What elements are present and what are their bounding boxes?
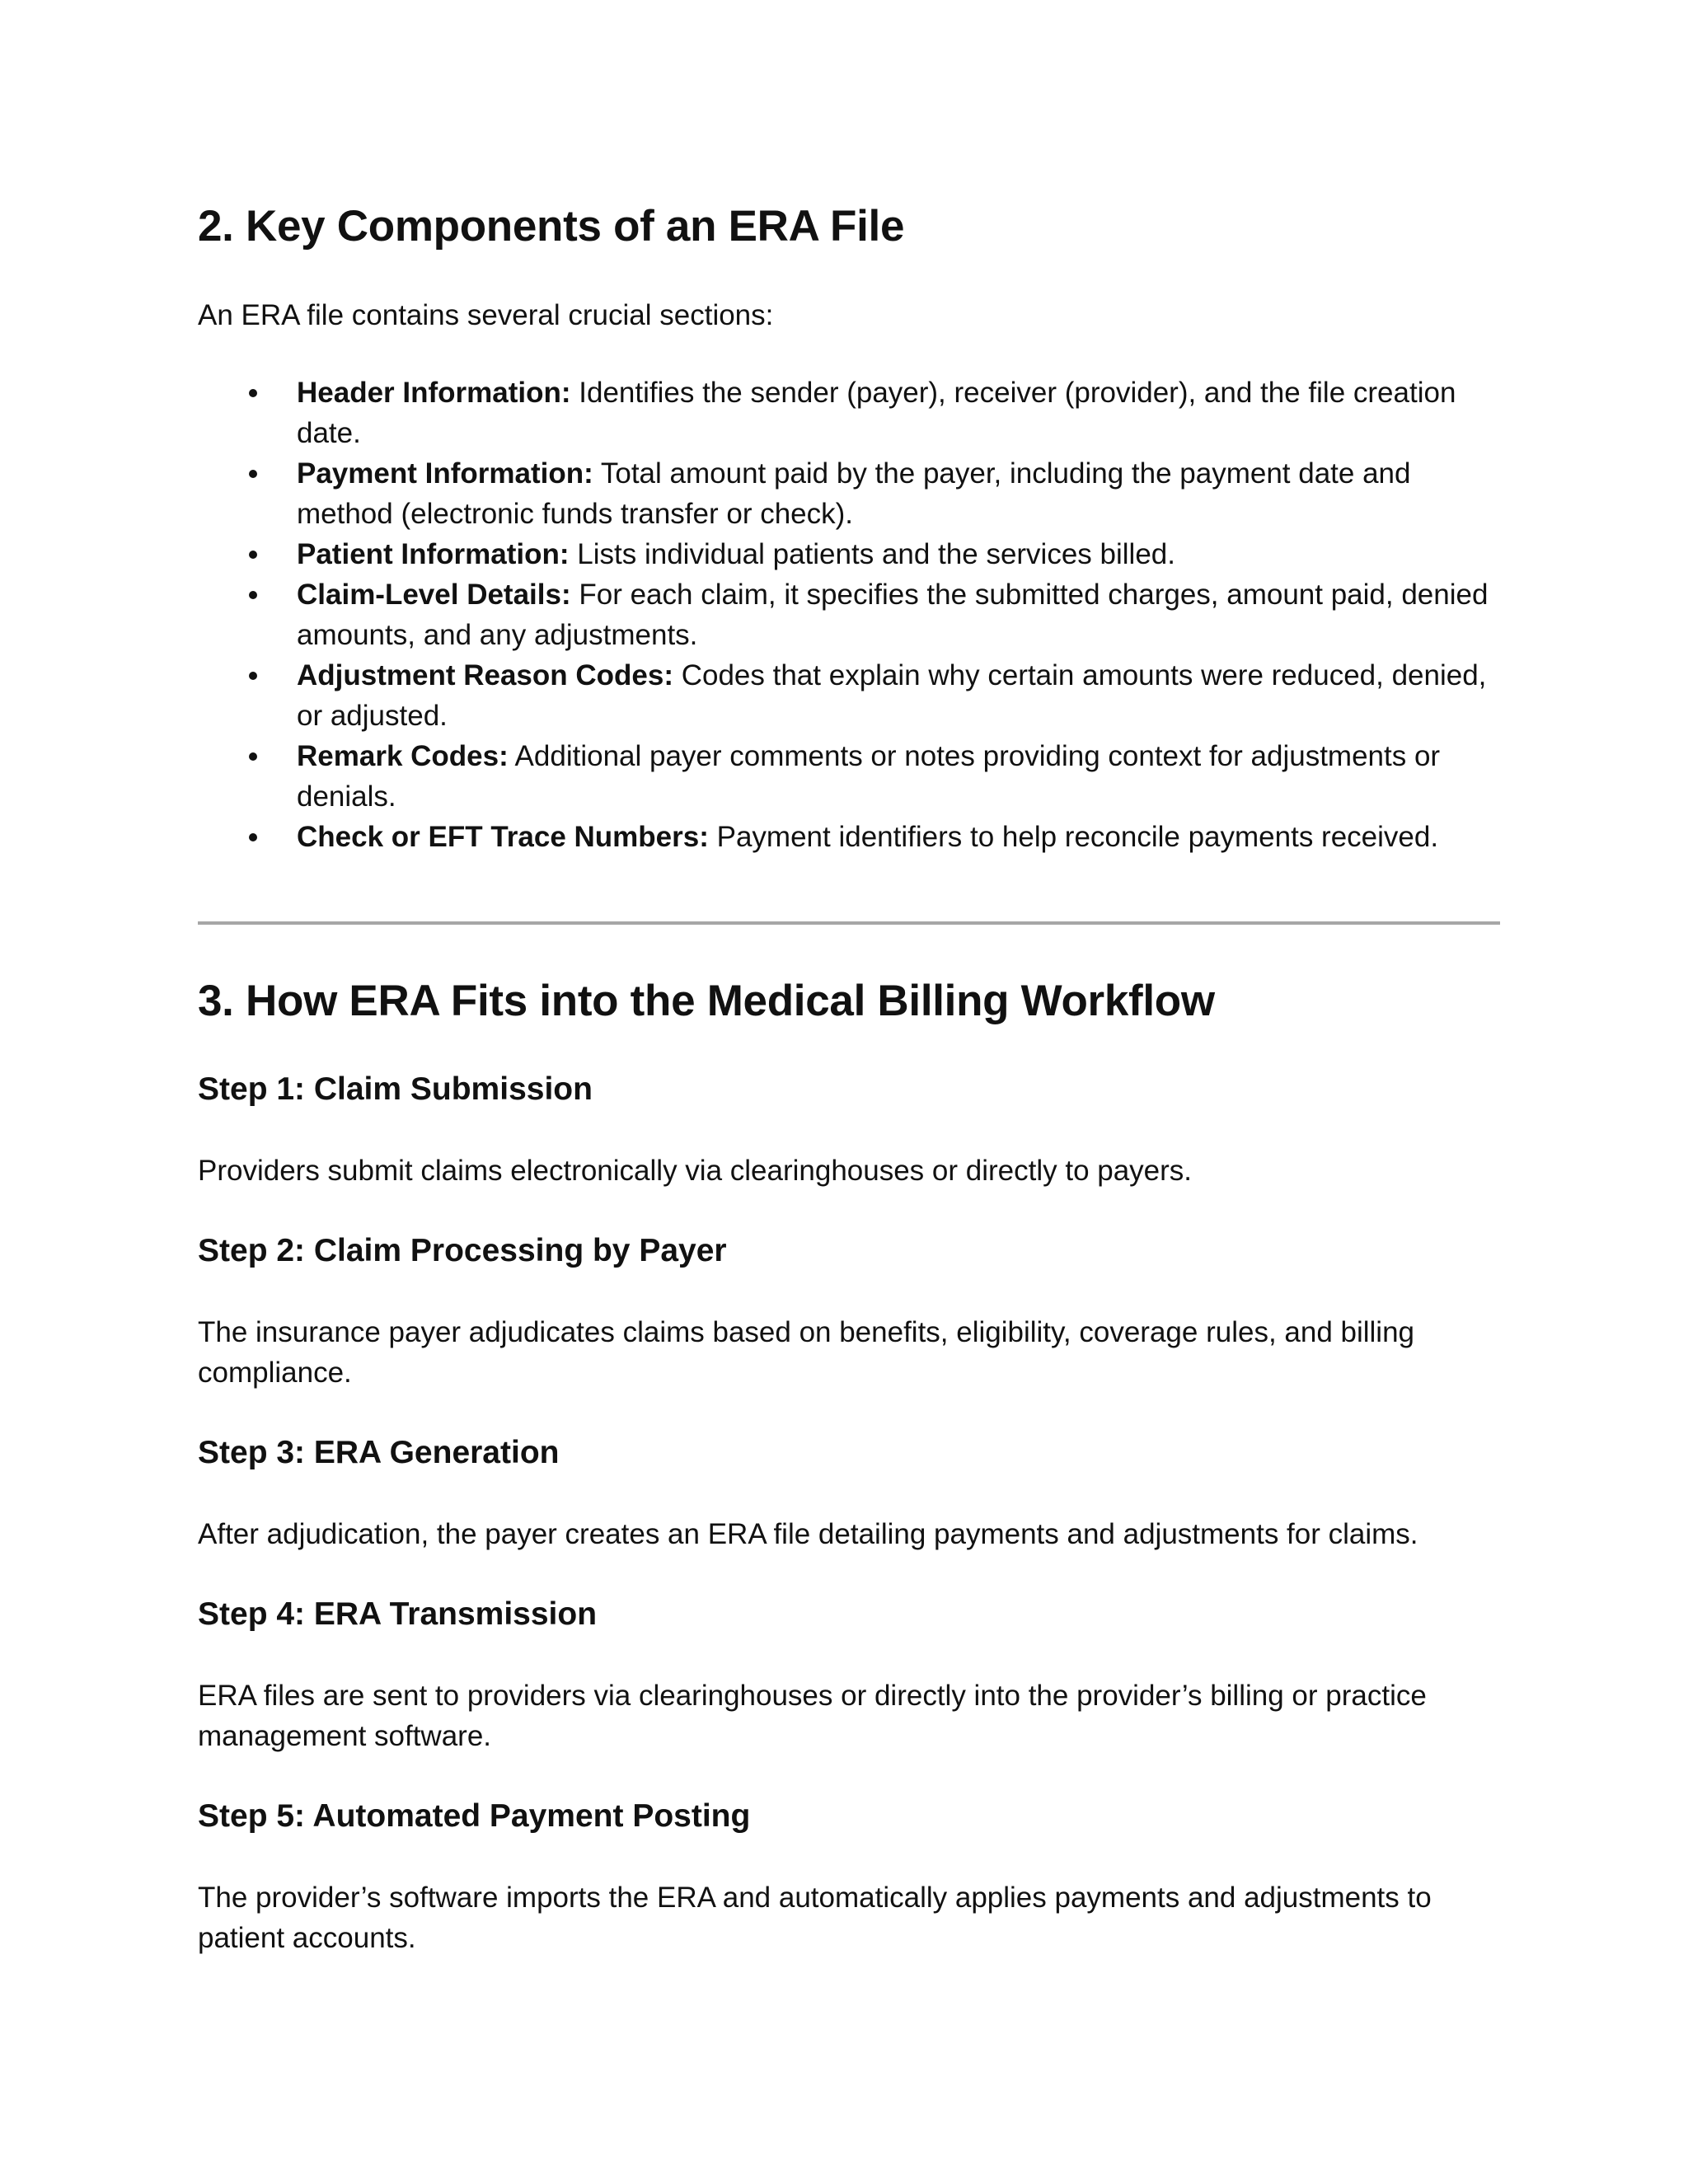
bullet-text: For each claim, it specifies the submitted charges, amount paid, denied amounts, and any adjustments.: [297, 579, 1489, 651]
step-4-text: ERA files are sent to providers via clearinghouses or directly into the provider’s billing or practice management software.: [198, 1680, 1427, 1752]
step-5-title: Step 5: Automated Payment Posting: [198, 1798, 751, 1834]
bullet-icon: [249, 833, 257, 841]
bullet-term: Header Information:: [297, 377, 571, 409]
step-2-title: Step 2: Claim Processing by Payer: [198, 1233, 727, 1268]
bullet-text: Payment identifiers to help reconcile payments received.: [708, 821, 1439, 853]
bullet-term: Adjustment Reason Codes:: [297, 659, 673, 691]
bullet-term: Patient Information:: [297, 538, 570, 570]
step-1-text: Providers submit claims electronically via clearinghouses or directly to payers.: [198, 1155, 1193, 1187]
list-item: [198, 373, 1500, 453]
bullet-icon: [249, 752, 257, 761]
step-5-text: The provider’s software imports the ERA and automatically applies payments and adjustments to patient accounts.: [198, 1882, 1432, 1954]
list-item: [198, 453, 1500, 534]
bullet-text: Codes that explain why certain amounts were reduced, denied, or adjusted.: [297, 659, 1487, 732]
list-item: [198, 574, 1500, 655]
bullet-term: Payment Information:: [297, 457, 593, 490]
bullet-text: Identifies the sender (payer), receiver (provider), and the file creation date.: [297, 377, 1456, 449]
step-4-title: Step 4: ERA Transmission: [198, 1596, 598, 1632]
bullet-icon: [249, 470, 257, 478]
bullet-text: Lists individual patients and the services billed.: [569, 538, 1175, 570]
era-components-list: [198, 373, 1500, 857]
bullet-term: Check or EFT Trace Numbers:: [297, 821, 709, 853]
section-3-heading: 3. How ERA Fits into the Medical Billing Workflow: [198, 977, 1215, 1025]
section-2-intro: An ERA file contains several crucial sections:: [198, 299, 774, 331]
list-item: [198, 655, 1500, 736]
bullet-text: Additional payer comments or notes providing context for adjustments or denials.: [297, 740, 1441, 813]
list-item: [198, 534, 1500, 574]
step-3-title: Step 3: ERA Generation: [198, 1435, 560, 1470]
bullet-text: Total amount paid by the payer, including the payment date and method (electronic funds transfer or check).: [297, 457, 1411, 530]
bullet-icon: [249, 389, 257, 397]
bullet-term: Claim-Level Details:: [297, 579, 571, 611]
bullet-icon: [249, 672, 257, 680]
bullet-term: Remark Codes:: [297, 740, 509, 772]
list-item: [198, 817, 1500, 857]
step-1-title: Step 1: Claim Submission: [198, 1071, 593, 1107]
bullet-icon: [249, 551, 257, 559]
list-item: [198, 736, 1500, 817]
bullet-icon: [249, 591, 257, 599]
step-2-text: The insurance payer adjudicates claims based on benefits, eligibility, coverage rules, and billing compliance.: [198, 1316, 1415, 1389]
section-divider: [198, 921, 1500, 925]
step-3-text: After adjudication, the payer creates an ERA file detailing payments and adjustments for claims.: [198, 1518, 1418, 1550]
section-2-heading: 2. Key Components of an ERA File: [198, 202, 905, 251]
